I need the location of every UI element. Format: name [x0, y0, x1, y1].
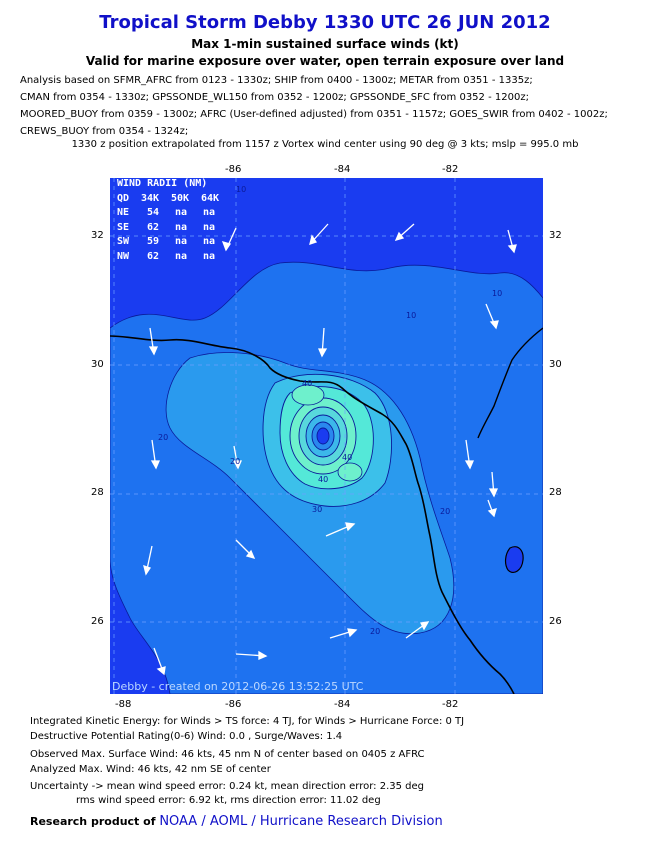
research-credit — [30, 814, 443, 829]
wind-radii-row — [117, 221, 231, 236]
radii-cell: na — [203, 221, 216, 233]
radii-cell: 62 — [147, 250, 160, 262]
storm-center-core — [317, 428, 329, 444]
research-org-link[interactable]: NOAA / AOML / Hurricane Research Division — [159, 814, 443, 829]
creation-credit: Debby - created on 2012-06-26 13:52:25 UTC — [112, 680, 364, 693]
lon-label-bottom: -84 — [334, 699, 351, 710]
wind-radii-table — [117, 177, 231, 264]
contour-label: 10 — [236, 185, 247, 194]
radii-cell: na — [175, 236, 188, 247]
contour-label: 20 — [440, 507, 451, 516]
position-note: 1330 z position extrapolated from 1157 z Vortex wind center using 90 deg @ 3 kts; mslp = 995.0 mb — [71, 139, 579, 150]
map-subtitle-units: Max 1-min sustained surface winds (kt) — [191, 37, 459, 51]
lon-label-top: -84 — [334, 164, 351, 175]
radii-cell: 54 — [147, 207, 160, 218]
radii-cell: na — [175, 207, 188, 218]
lon-label-bottom: -88 — [115, 699, 132, 710]
lake-okeechobee — [506, 547, 524, 573]
lat-label-left: 28 — [91, 487, 104, 498]
lon-label-top: -82 — [442, 164, 459, 175]
lat-label-left: 32 — [91, 230, 104, 241]
radii-cell: na — [175, 221, 188, 233]
lon-label-top: -86 — [225, 164, 242, 175]
lat-label-right: 28 — [549, 487, 562, 498]
ddpr-line: Destructive Potential Rating(0-6) Wind: 0.0 , Surge/Waves: 1.4 — [30, 731, 343, 742]
uncertainty-line: Uncertainty -> mean wind speed error: 0.24 kt, mean direction error: 2.35 deg — [30, 781, 425, 792]
radii-cell: na — [175, 250, 188, 262]
analysis-line: MOORED_BUOY from 0359 - 1300z; AFRC (User-defined adjusted) from 0351 - 1157z; GOES_SWIR from 0402 - 1002z; — [20, 109, 608, 120]
contour-label: 30 — [312, 505, 323, 514]
radii-cell: na — [203, 250, 216, 262]
radii-cell: SE — [117, 221, 130, 233]
observed-max-line: Observed Max. Surface Wind: 46 kts, 45 nm N of center based on 0405 z AFRC — [30, 749, 425, 760]
map-title: Tropical Storm Debby 1330 UTC 26 JUN 2012 — [99, 12, 551, 33]
wind-maximum-north — [292, 385, 324, 405]
contour-label: 40 — [342, 453, 353, 462]
contour-label: 10 — [406, 311, 417, 320]
contour-label: 40 — [302, 379, 313, 388]
ike-line: Integrated Kinetic Energy: for Winds > TS force: 4 TJ, for Winds > Hurricane Force: 0 TJ — [30, 716, 465, 727]
radii-cell: NE — [117, 207, 130, 218]
wind-maximum-southeast — [338, 463, 362, 481]
radii-cell: NW — [117, 250, 130, 262]
contour-label: 20 — [230, 457, 241, 466]
uncertainty-rms-line: rms wind speed error: 6.92 kt, rms direction error: 11.02 deg — [76, 795, 381, 806]
analyzed-max-line: Analyzed Max. Wind: 46 kts, 42 nm SE of center — [30, 764, 271, 775]
lon-label-bottom: -86 — [225, 699, 242, 710]
lat-label-right: 26 — [549, 616, 562, 627]
wind-radii-row — [117, 206, 231, 221]
analysis-line: CMAN from 0354 - 1330z; GPSSONDE_WL150 from 0352 - 1200z; GPSSONDE_SFC from 0352 - 1200z; — [20, 92, 529, 103]
radii-header-cell: QD — [117, 192, 130, 204]
contour-label: 20 — [158, 433, 169, 442]
radii-header-cell: 34K — [141, 192, 160, 204]
analysis-sources — [20, 72, 635, 140]
wind-radii-row — [117, 250, 231, 265]
contour-label: 20 — [370, 627, 381, 636]
analysis-line: CREWS_BUOY from 0354 - 1324z; — [20, 126, 189, 137]
radii-header-cell: 64K — [201, 192, 220, 204]
radii-cell: 62 — [147, 221, 160, 233]
lat-label-left: 30 — [91, 359, 104, 370]
radii-cell: 59 — [147, 236, 160, 247]
radii-cell: na — [203, 236, 216, 247]
radii-header-cell: 50K — [171, 192, 190, 204]
radii-cell: na — [203, 207, 216, 218]
map-subtitle-exposure: Valid for marine exposure over water, open terrain exposure over land — [85, 54, 565, 68]
contour-label: 40 — [318, 475, 329, 484]
wind-radii-header — [117, 192, 231, 207]
lat-label-right: 32 — [549, 230, 562, 241]
contour-label: 10 — [492, 289, 503, 298]
lat-label-left: 26 — [91, 616, 104, 627]
wind-radii-row — [117, 235, 231, 250]
radii-cell: SW — [117, 236, 130, 247]
research-label: Research product of — [30, 815, 156, 828]
lon-label-bottom: -82 — [442, 699, 459, 710]
analysis-line: Analysis based on SFMR_AFRC from 0123 - 1330z; SHIP from 0400 - 1300z; METAR from 0351 - 1335z; — [20, 75, 533, 86]
wind-radii-title: WIND RADII (NM) — [117, 178, 208, 189]
lat-label-right: 30 — [549, 359, 562, 370]
